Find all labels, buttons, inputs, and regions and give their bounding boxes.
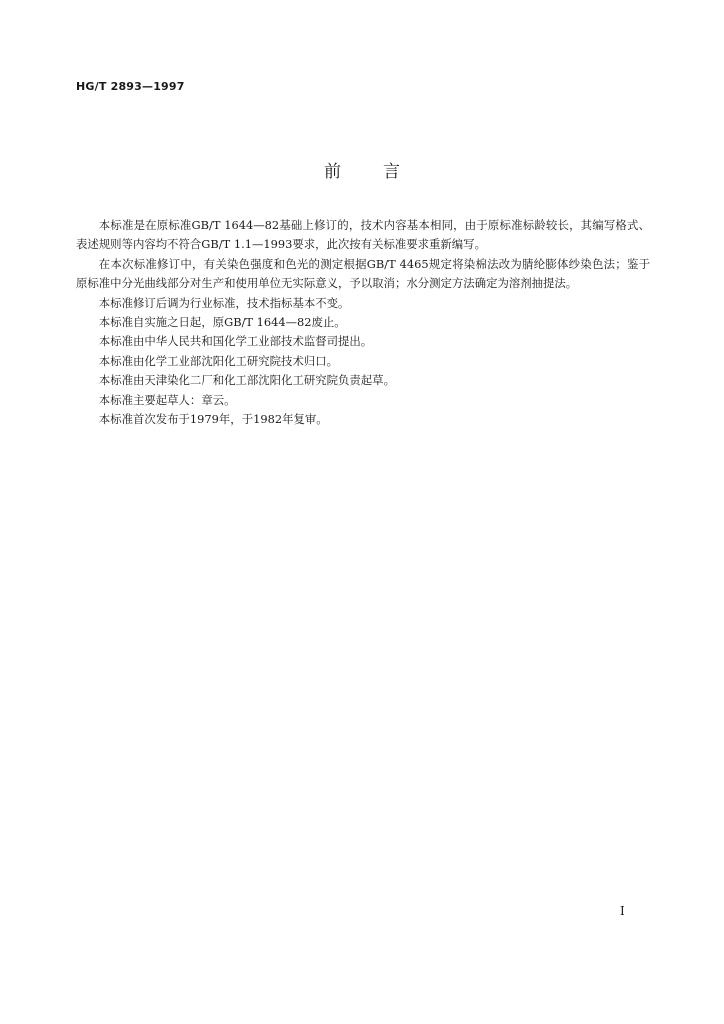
paragraph: 本标准由中华人民共和国化学工业部技术监督司提出。 (98, 334, 373, 349)
foreword-body (76, 216, 650, 429)
paragraph: 本标准首次发布于1979年，于1982年复审。 (98, 412, 328, 427)
paragraph: 本标准自实施之日起，原GB/T 1644—82废止。 (98, 315, 346, 330)
paragraph: 本标准主要起草人：章云。 (98, 392, 236, 407)
page-number: I (620, 904, 625, 918)
paragraph: 本标准是在原标准GB/T 1644—82基础上修订的，技术内容基本相同，由于原标准标龄较长，其编写格式、表述规则等内容均不符合GB/T 1.1—1993要求，此次按有关标准要求重新编写。 (76, 218, 650, 252)
page-title: 前言 (324, 162, 442, 182)
paragraph: 本标准修订后调为行业标准，技术指标基本不变。 (98, 295, 350, 310)
paragraph: 在本次标准修订中，有关染色强度和色光的测定根据GB/T 4465规定将染棉法改为腈纶膨体纱染色法；鉴于原标准中分光曲线部分对生产和使用单位无实际意义，予以取消；水分测定方法确定为溶剂抽提法。 (76, 256, 650, 291)
standard-code: HG/T 2893—1997 (76, 80, 185, 93)
paragraph: 本标准由天津染化二厂和化工部沈阳化工研究院负责起草。 (98, 373, 395, 388)
paragraph: 本标准由化学工业部沈阳化工研究院技术归口。 (98, 353, 339, 368)
